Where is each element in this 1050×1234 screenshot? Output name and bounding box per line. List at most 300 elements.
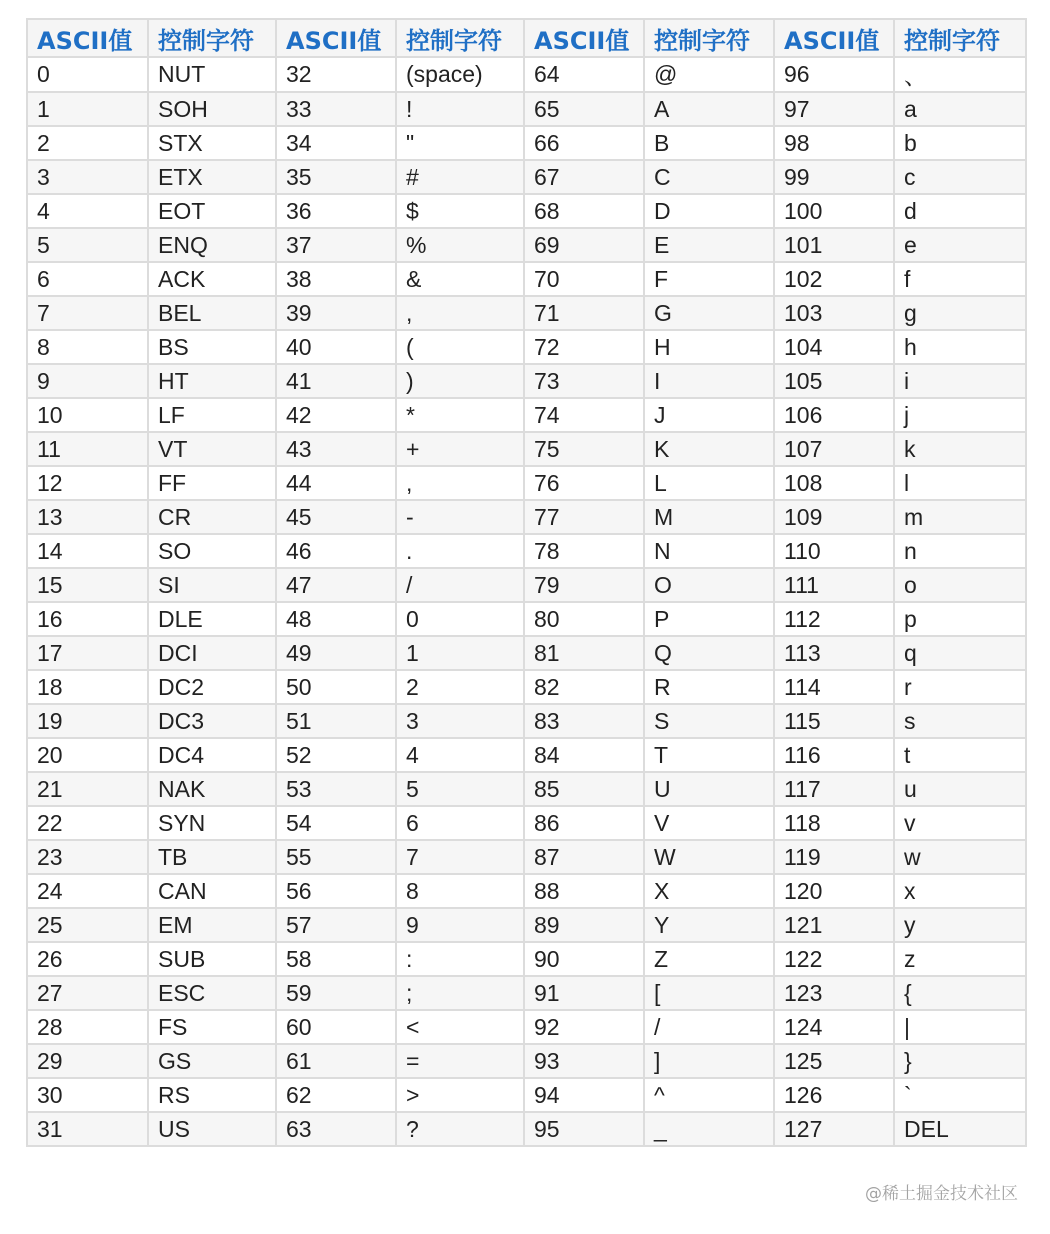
char-cell: g bbox=[894, 296, 1026, 330]
ascii-value-cell: 6 bbox=[27, 262, 148, 296]
char-cell: X bbox=[644, 874, 774, 908]
char-cell: ^ bbox=[644, 1078, 774, 1112]
ascii-value-cell: 105 bbox=[774, 364, 894, 398]
ascii-value-cell: 18 bbox=[27, 670, 148, 704]
char-cell: . bbox=[396, 534, 524, 568]
char-cell: 8 bbox=[396, 874, 524, 908]
ascii-value-cell: 120 bbox=[774, 874, 894, 908]
ascii-value-cell: 117 bbox=[774, 772, 894, 806]
char-cell: ( bbox=[396, 330, 524, 364]
char-cell: u bbox=[894, 772, 1026, 806]
ascii-value-cell: 62 bbox=[276, 1078, 396, 1112]
ascii-value-cell: 58 bbox=[276, 942, 396, 976]
ascii-value-cell: 43 bbox=[276, 432, 396, 466]
ascii-value-cell: 61 bbox=[276, 1044, 396, 1078]
control-char-cell: DC3 bbox=[148, 704, 276, 738]
control-char-cell: FF bbox=[148, 466, 276, 500]
table-row bbox=[27, 228, 1026, 262]
char-cell: % bbox=[396, 228, 524, 262]
table-row bbox=[27, 466, 1026, 500]
ascii-value-cell: 91 bbox=[524, 976, 644, 1010]
ascii-value-cell: 5 bbox=[27, 228, 148, 262]
ascii-value-cell: 36 bbox=[276, 194, 396, 228]
char-cell: / bbox=[644, 1010, 774, 1044]
ascii-value-cell: 72 bbox=[524, 330, 644, 364]
control-char-cell: ACK bbox=[148, 262, 276, 296]
char-cell: ; bbox=[396, 976, 524, 1010]
ascii-value-cell: 100 bbox=[774, 194, 894, 228]
ascii-value-cell: 28 bbox=[27, 1010, 148, 1044]
table-row bbox=[27, 1078, 1026, 1112]
ascii-value-cell: 11 bbox=[27, 432, 148, 466]
char-cell: 9 bbox=[396, 908, 524, 942]
table-row bbox=[27, 330, 1026, 364]
ascii-value-cell: 17 bbox=[27, 636, 148, 670]
char-cell: h bbox=[894, 330, 1026, 364]
table-row bbox=[27, 92, 1026, 126]
control-char-cell: EM bbox=[148, 908, 276, 942]
ascii-value-cell: 94 bbox=[524, 1078, 644, 1112]
char-cell: m bbox=[894, 500, 1026, 534]
char-cell: x bbox=[894, 874, 1026, 908]
ascii-value-cell: 14 bbox=[27, 534, 148, 568]
char-cell: 0 bbox=[396, 602, 524, 636]
char-cell: j bbox=[894, 398, 1026, 432]
char-cell: A bbox=[644, 92, 774, 126]
ascii-value-cell: 15 bbox=[27, 568, 148, 602]
control-char-cell: VT bbox=[148, 432, 276, 466]
ascii-value-cell: 90 bbox=[524, 942, 644, 976]
char-cell: ` bbox=[894, 1078, 1026, 1112]
control-char-cell: SO bbox=[148, 534, 276, 568]
char-cell: B bbox=[644, 126, 774, 160]
ascii-value-cell: 30 bbox=[27, 1078, 148, 1112]
ascii-value-cell: 111 bbox=[774, 568, 894, 602]
char-cell: } bbox=[894, 1044, 1026, 1078]
table-row bbox=[27, 432, 1026, 466]
char-cell: J bbox=[644, 398, 774, 432]
ascii-value-cell: 46 bbox=[276, 534, 396, 568]
char-cell: 2 bbox=[396, 670, 524, 704]
ascii-value-cell: 48 bbox=[276, 602, 396, 636]
ascii-value-cell: 86 bbox=[524, 806, 644, 840]
char-cell: - bbox=[396, 500, 524, 534]
table-row bbox=[27, 57, 1026, 92]
ascii-value-cell: 1 bbox=[27, 92, 148, 126]
control-char-cell: NUT bbox=[148, 57, 276, 92]
table-row bbox=[27, 1010, 1026, 1044]
control-char-cell: FS bbox=[148, 1010, 276, 1044]
char-cell: 、 bbox=[894, 57, 1026, 92]
ascii-value-cell: 57 bbox=[276, 908, 396, 942]
char-cell: N bbox=[644, 534, 774, 568]
char-cell: 7 bbox=[396, 840, 524, 874]
header-control-char: 控制字符 bbox=[148, 19, 276, 57]
ascii-value-cell: 23 bbox=[27, 840, 148, 874]
ascii-value-cell: 32 bbox=[276, 57, 396, 92]
control-char-cell: STX bbox=[148, 126, 276, 160]
ascii-value-cell: 33 bbox=[276, 92, 396, 126]
ascii-value-cell: 34 bbox=[276, 126, 396, 160]
ascii-value-cell: 123 bbox=[774, 976, 894, 1010]
char-cell: / bbox=[396, 568, 524, 602]
ascii-value-cell: 7 bbox=[27, 296, 148, 330]
control-char-cell: ENQ bbox=[148, 228, 276, 262]
ascii-value-cell: 71 bbox=[524, 296, 644, 330]
ascii-value-cell: 114 bbox=[774, 670, 894, 704]
char-cell: { bbox=[894, 976, 1026, 1010]
ascii-value-cell: 113 bbox=[774, 636, 894, 670]
ascii-value-cell: 31 bbox=[27, 1112, 148, 1146]
ascii-value-cell: 37 bbox=[276, 228, 396, 262]
ascii-value-cell: 95 bbox=[524, 1112, 644, 1146]
char-cell: C bbox=[644, 160, 774, 194]
ascii-value-cell: 50 bbox=[276, 670, 396, 704]
char-cell: _ bbox=[644, 1112, 774, 1146]
char-cell: Q bbox=[644, 636, 774, 670]
ascii-value-cell: 68 bbox=[524, 194, 644, 228]
control-char-cell: BS bbox=[148, 330, 276, 364]
ascii-value-cell: 116 bbox=[774, 738, 894, 772]
table-row bbox=[27, 908, 1026, 942]
ascii-value-cell: 8 bbox=[27, 330, 148, 364]
table-row bbox=[27, 364, 1026, 398]
char-cell: K bbox=[644, 432, 774, 466]
char-cell: " bbox=[396, 126, 524, 160]
control-char-cell: TB bbox=[148, 840, 276, 874]
ascii-value-cell: 70 bbox=[524, 262, 644, 296]
header-control-char: 控制字符 bbox=[894, 19, 1026, 57]
ascii-value-cell: 60 bbox=[276, 1010, 396, 1044]
char-cell: 3 bbox=[396, 704, 524, 738]
ascii-value-cell: 76 bbox=[524, 466, 644, 500]
ascii-value-cell: 16 bbox=[27, 602, 148, 636]
table-row bbox=[27, 772, 1026, 806]
table-row bbox=[27, 126, 1026, 160]
char-cell: y bbox=[894, 908, 1026, 942]
control-char-cell: NAK bbox=[148, 772, 276, 806]
ascii-value-cell: 21 bbox=[27, 772, 148, 806]
char-cell: p bbox=[894, 602, 1026, 636]
ascii-value-cell: 122 bbox=[774, 942, 894, 976]
control-char-cell: US bbox=[148, 1112, 276, 1146]
table-row bbox=[27, 806, 1026, 840]
char-cell: = bbox=[396, 1044, 524, 1078]
ascii-value-cell: 110 bbox=[774, 534, 894, 568]
table-row bbox=[27, 1044, 1026, 1078]
header-control-char: 控制字符 bbox=[396, 19, 524, 57]
ascii-value-cell: 87 bbox=[524, 840, 644, 874]
ascii-value-cell: 88 bbox=[524, 874, 644, 908]
ascii-value-cell: 108 bbox=[774, 466, 894, 500]
ascii-value-cell: 99 bbox=[774, 160, 894, 194]
char-cell: U bbox=[644, 772, 774, 806]
ascii-value-cell: 41 bbox=[276, 364, 396, 398]
char-cell: * bbox=[396, 398, 524, 432]
ascii-value-cell: 44 bbox=[276, 466, 396, 500]
table-row bbox=[27, 534, 1026, 568]
watermark-text: @稀土掘金技术社区 bbox=[865, 1184, 1018, 1204]
ascii-value-cell: 55 bbox=[276, 840, 396, 874]
ascii-value-cell: 73 bbox=[524, 364, 644, 398]
header-ascii-value: ASCII值 bbox=[774, 19, 894, 57]
char-cell: P bbox=[644, 602, 774, 636]
ascii-value-cell: 112 bbox=[774, 602, 894, 636]
char-cell: o bbox=[894, 568, 1026, 602]
control-char-cell: ETX bbox=[148, 160, 276, 194]
control-char-cell: SUB bbox=[148, 942, 276, 976]
ascii-value-cell: 106 bbox=[774, 398, 894, 432]
table-row bbox=[27, 568, 1026, 602]
ascii-value-cell: 84 bbox=[524, 738, 644, 772]
char-cell: , bbox=[396, 466, 524, 500]
ascii-value-cell: 53 bbox=[276, 772, 396, 806]
ascii-value-cell: 47 bbox=[276, 568, 396, 602]
ascii-value-cell: 121 bbox=[774, 908, 894, 942]
ascii-value-cell: 77 bbox=[524, 500, 644, 534]
ascii-value-cell: 82 bbox=[524, 670, 644, 704]
control-char-cell: RS bbox=[148, 1078, 276, 1112]
ascii-value-cell: 66 bbox=[524, 126, 644, 160]
char-cell: V bbox=[644, 806, 774, 840]
char-cell: ! bbox=[396, 92, 524, 126]
char-cell: < bbox=[396, 1010, 524, 1044]
table-row bbox=[27, 296, 1026, 330]
char-cell: # bbox=[396, 160, 524, 194]
table-row bbox=[27, 1112, 1026, 1146]
char-cell: l bbox=[894, 466, 1026, 500]
ascii-value-cell: 51 bbox=[276, 704, 396, 738]
ascii-value-cell: 38 bbox=[276, 262, 396, 296]
char-cell: q bbox=[894, 636, 1026, 670]
control-char-cell: DCI bbox=[148, 636, 276, 670]
ascii-value-cell: 125 bbox=[774, 1044, 894, 1078]
char-cell: i bbox=[894, 364, 1026, 398]
control-char-cell: SI bbox=[148, 568, 276, 602]
ascii-value-cell: 127 bbox=[774, 1112, 894, 1146]
char-cell: w bbox=[894, 840, 1026, 874]
ascii-value-cell: 97 bbox=[774, 92, 894, 126]
ascii-value-cell: 80 bbox=[524, 602, 644, 636]
ascii-value-cell: 40 bbox=[276, 330, 396, 364]
char-cell: r bbox=[894, 670, 1026, 704]
control-char-cell: LF bbox=[148, 398, 276, 432]
ascii-value-cell: 26 bbox=[27, 942, 148, 976]
char-cell: t bbox=[894, 738, 1026, 772]
char-cell: $ bbox=[396, 194, 524, 228]
ascii-value-cell: 19 bbox=[27, 704, 148, 738]
ascii-value-cell: 2 bbox=[27, 126, 148, 160]
ascii-value-cell: 92 bbox=[524, 1010, 644, 1044]
ascii-value-cell: 3 bbox=[27, 160, 148, 194]
ascii-value-cell: 10 bbox=[27, 398, 148, 432]
table-row bbox=[27, 636, 1026, 670]
table-row bbox=[27, 194, 1026, 228]
ascii-value-cell: 79 bbox=[524, 568, 644, 602]
char-cell: z bbox=[894, 942, 1026, 976]
ascii-value-cell: 69 bbox=[524, 228, 644, 262]
char-cell: b bbox=[894, 126, 1026, 160]
char-cell: : bbox=[396, 942, 524, 976]
control-char-cell: DC2 bbox=[148, 670, 276, 704]
ascii-value-cell: 45 bbox=[276, 500, 396, 534]
header-row bbox=[27, 19, 1026, 57]
table-row bbox=[27, 670, 1026, 704]
char-cell: s bbox=[894, 704, 1026, 738]
control-char-cell: DLE bbox=[148, 602, 276, 636]
char-cell: a bbox=[894, 92, 1026, 126]
ascii-table-container bbox=[26, 18, 1025, 1147]
char-cell: Y bbox=[644, 908, 774, 942]
char-cell: F bbox=[644, 262, 774, 296]
char-cell: 4 bbox=[396, 738, 524, 772]
char-cell: + bbox=[396, 432, 524, 466]
ascii-value-cell: 56 bbox=[276, 874, 396, 908]
ascii-value-cell: 107 bbox=[774, 432, 894, 466]
ascii-value-cell: 24 bbox=[27, 874, 148, 908]
char-cell: @ bbox=[644, 57, 774, 92]
ascii-value-cell: 64 bbox=[524, 57, 644, 92]
table-row bbox=[27, 976, 1026, 1010]
char-cell: d bbox=[894, 194, 1026, 228]
ascii-value-cell: 12 bbox=[27, 466, 148, 500]
char-cell: | bbox=[894, 1010, 1026, 1044]
ascii-value-cell: 65 bbox=[524, 92, 644, 126]
control-char-cell: HT bbox=[148, 364, 276, 398]
ascii-value-cell: 102 bbox=[774, 262, 894, 296]
control-char-cell: SOH bbox=[148, 92, 276, 126]
char-cell: H bbox=[644, 330, 774, 364]
char-cell: O bbox=[644, 568, 774, 602]
ascii-value-cell: 103 bbox=[774, 296, 894, 330]
ascii-value-cell: 42 bbox=[276, 398, 396, 432]
char-cell: c bbox=[894, 160, 1026, 194]
table-row bbox=[27, 500, 1026, 534]
table-row bbox=[27, 874, 1026, 908]
char-cell: R bbox=[644, 670, 774, 704]
char-cell: e bbox=[894, 228, 1026, 262]
ascii-table bbox=[26, 18, 1027, 1147]
ascii-value-cell: 52 bbox=[276, 738, 396, 772]
ascii-value-cell: 9 bbox=[27, 364, 148, 398]
ascii-value-cell: 109 bbox=[774, 500, 894, 534]
ascii-value-cell: 81 bbox=[524, 636, 644, 670]
char-cell: ) bbox=[396, 364, 524, 398]
ascii-value-cell: 29 bbox=[27, 1044, 148, 1078]
table-row bbox=[27, 738, 1026, 772]
ascii-value-cell: 101 bbox=[774, 228, 894, 262]
ascii-value-cell: 124 bbox=[774, 1010, 894, 1044]
header-ascii-value: ASCII值 bbox=[524, 19, 644, 57]
char-cell: v bbox=[894, 806, 1026, 840]
char-cell: Z bbox=[644, 942, 774, 976]
ascii-value-cell: 67 bbox=[524, 160, 644, 194]
ascii-value-cell: 75 bbox=[524, 432, 644, 466]
ascii-value-cell: 39 bbox=[276, 296, 396, 330]
table-row bbox=[27, 398, 1026, 432]
control-char-cell: BEL bbox=[148, 296, 276, 330]
char-cell: [ bbox=[644, 976, 774, 1010]
table-row bbox=[27, 840, 1026, 874]
table-body bbox=[27, 57, 1026, 1146]
control-char-cell: GS bbox=[148, 1044, 276, 1078]
ascii-value-cell: 49 bbox=[276, 636, 396, 670]
char-cell: 1 bbox=[396, 636, 524, 670]
ascii-value-cell: 4 bbox=[27, 194, 148, 228]
ascii-value-cell: 89 bbox=[524, 908, 644, 942]
table-row bbox=[27, 704, 1026, 738]
char-cell: f bbox=[894, 262, 1026, 296]
char-cell: E bbox=[644, 228, 774, 262]
ascii-value-cell: 126 bbox=[774, 1078, 894, 1112]
ascii-value-cell: 25 bbox=[27, 908, 148, 942]
char-cell: DEL bbox=[894, 1112, 1026, 1146]
table-row bbox=[27, 262, 1026, 296]
char-cell: T bbox=[644, 738, 774, 772]
char-cell: & bbox=[396, 262, 524, 296]
char-cell: W bbox=[644, 840, 774, 874]
table-row bbox=[27, 942, 1026, 976]
char-cell: k bbox=[894, 432, 1026, 466]
ascii-value-cell: 78 bbox=[524, 534, 644, 568]
char-cell: G bbox=[644, 296, 774, 330]
control-char-cell: SYN bbox=[148, 806, 276, 840]
char-cell: S bbox=[644, 704, 774, 738]
ascii-value-cell: 0 bbox=[27, 57, 148, 92]
ascii-value-cell: 98 bbox=[774, 126, 894, 160]
char-cell: L bbox=[644, 466, 774, 500]
char-cell: ] bbox=[644, 1044, 774, 1078]
ascii-value-cell: 85 bbox=[524, 772, 644, 806]
ascii-value-cell: 83 bbox=[524, 704, 644, 738]
ascii-value-cell: 118 bbox=[774, 806, 894, 840]
ascii-value-cell: 59 bbox=[276, 976, 396, 1010]
char-cell: > bbox=[396, 1078, 524, 1112]
control-char-cell: CR bbox=[148, 500, 276, 534]
ascii-value-cell: 27 bbox=[27, 976, 148, 1010]
char-cell: , bbox=[396, 296, 524, 330]
ascii-value-cell: 115 bbox=[774, 704, 894, 738]
control-char-cell: CAN bbox=[148, 874, 276, 908]
ascii-value-cell: 35 bbox=[276, 160, 396, 194]
table-header bbox=[27, 19, 1026, 57]
ascii-value-cell: 119 bbox=[774, 840, 894, 874]
ascii-value-cell: 63 bbox=[276, 1112, 396, 1146]
header-ascii-value: ASCII值 bbox=[27, 19, 148, 57]
table-row bbox=[27, 160, 1026, 194]
char-cell: I bbox=[644, 364, 774, 398]
ascii-value-cell: 22 bbox=[27, 806, 148, 840]
ascii-value-cell: 74 bbox=[524, 398, 644, 432]
ascii-value-cell: 104 bbox=[774, 330, 894, 364]
char-cell: (space) bbox=[396, 57, 524, 92]
control-char-cell: EOT bbox=[148, 194, 276, 228]
char-cell: M bbox=[644, 500, 774, 534]
control-char-cell: ESC bbox=[148, 976, 276, 1010]
char-cell: 6 bbox=[396, 806, 524, 840]
ascii-value-cell: 93 bbox=[524, 1044, 644, 1078]
char-cell: ? bbox=[396, 1112, 524, 1146]
header-control-char: 控制字符 bbox=[644, 19, 774, 57]
char-cell: 5 bbox=[396, 772, 524, 806]
control-char-cell: DC4 bbox=[148, 738, 276, 772]
ascii-value-cell: 20 bbox=[27, 738, 148, 772]
char-cell: D bbox=[644, 194, 774, 228]
ascii-value-cell: 13 bbox=[27, 500, 148, 534]
ascii-value-cell: 96 bbox=[774, 57, 894, 92]
ascii-value-cell: 54 bbox=[276, 806, 396, 840]
header-ascii-value: ASCII值 bbox=[276, 19, 396, 57]
